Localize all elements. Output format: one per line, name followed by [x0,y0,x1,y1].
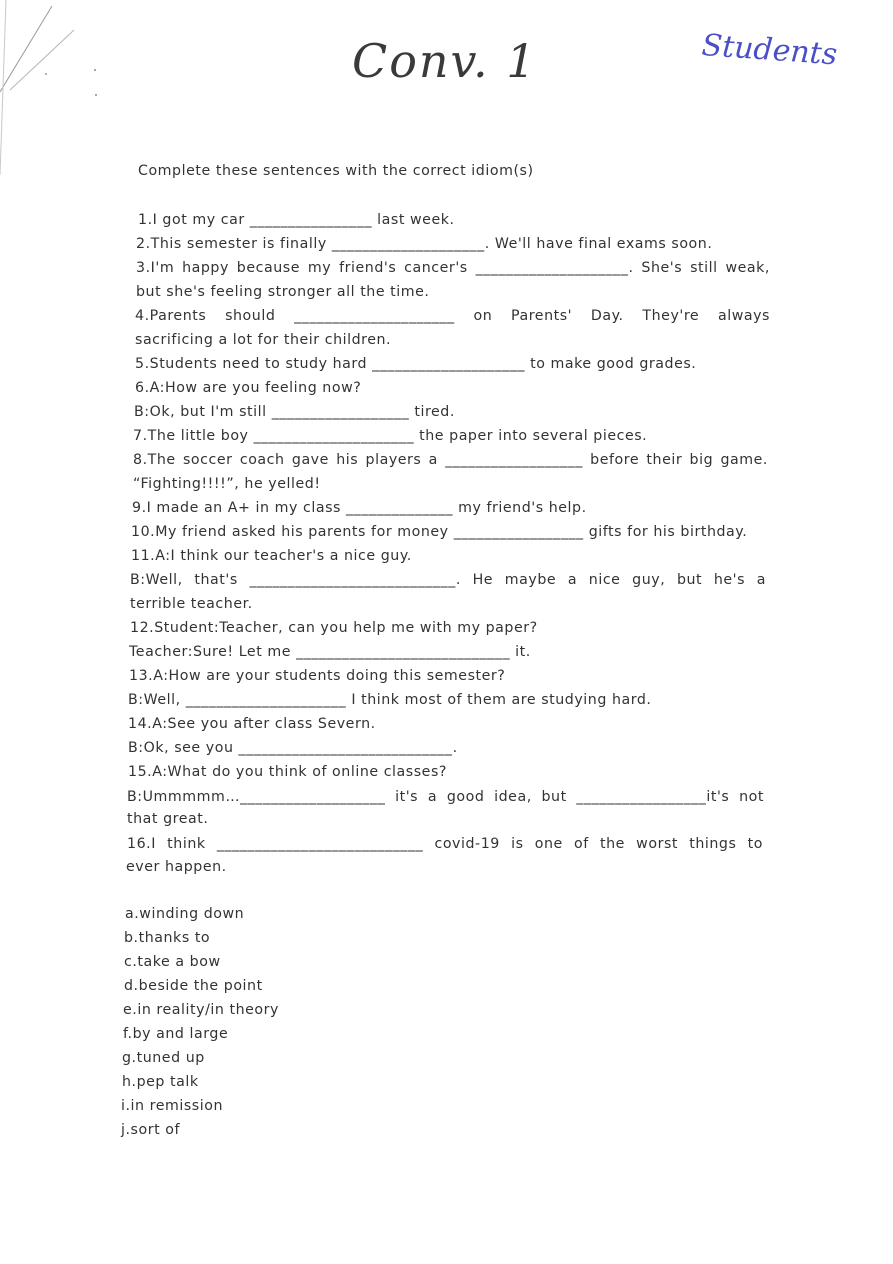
sentence-line: B:Well, _____________________ I think most of them are studying hard. [128,692,652,708]
sentence-line: 4.Parents should _____________________ on Parents' Day. They're always [135,308,770,324]
sentence-line: ever happen. [126,859,227,875]
option-item: h.pep talk [122,1074,199,1090]
sentence-line: 10.My friend asked his parents for money _________________ gifts for his birthday. [131,524,748,540]
sentence-line: 5.Students need to study hard ____________________ to make good grades. [135,356,697,372]
sentence-line: 1.I got my car ________________ last week. [138,212,455,228]
sentence-line: “Fighting!!!!”, he yelled! [133,476,321,492]
option-item: j.sort of [121,1122,181,1138]
sentence-line: 2.This semester is finally ____________________. We'll have final exams soon. [136,236,713,252]
option-item: b.thanks to [124,930,211,946]
worksheet-title: Conv. 1 [352,34,538,88]
sentence-line: 7.The little boy _____________________ the paper into several pieces. [133,428,648,444]
option-item: i.in remission [121,1098,224,1114]
sentence-line: terrible teacher. [130,596,253,612]
sentence-line: 15.A:What do you think of online classes? [128,764,447,780]
sentence-line: B:Ummmmm…___________________ it's a good idea, but _________________it's not [127,789,764,805]
sentence-line: 3.I'm happy because my friend's cancer's ____________________. She's still weak, [136,260,770,276]
sentence-line: B:Ok, see you ____________________________. [128,740,458,756]
sentence-line: 14.A:See you after class Severn. [128,716,376,732]
option-item: f.by and large [123,1026,229,1042]
sentence-line: 8.The soccer coach gave his players a __________________ before their big game. [133,452,768,468]
option-item: g.tuned up [122,1050,205,1066]
sentence-line: B:Ok, but I'm still __________________ tired. [134,404,455,420]
handwritten-note: Students [700,28,839,73]
sentence-line: sacrificing a lot for their children. [135,332,392,348]
page-fold-mark [0,0,110,180]
sentence-line: that great. [127,811,209,827]
sentence-line: 16.I think ___________________________ covid-19 is one of the worst things to [127,836,763,852]
sentence-line: 12.Student:Teacher, can you help me with my paper? [130,620,538,636]
option-item: a.winding down [125,906,245,922]
sentence-line: 13.A:How are your students doing this semester? [129,668,506,684]
sentence-line: 6.A:How are you feeling now? [135,380,362,396]
option-item: e.in reality/in theory [123,1002,279,1018]
sentence-line: 9.I made an A+ in my class ______________ my friend's help. [132,500,587,516]
option-item: d.beside the point [124,978,263,994]
sentence-line: Teacher:Sure! Let me ____________________________ it. [129,644,531,660]
instructions: Complete these sentences with the correct idiom(s) [138,163,534,179]
sentence-line: B:Well, that's ___________________________. He maybe a nice guy, but he's a [130,572,766,588]
option-item: c.take a bow [124,954,221,970]
sentence-line: but she's feeling stronger all the time. [136,284,430,300]
sentence-line: 11.A:I think our teacher's a nice guy. [131,548,412,564]
